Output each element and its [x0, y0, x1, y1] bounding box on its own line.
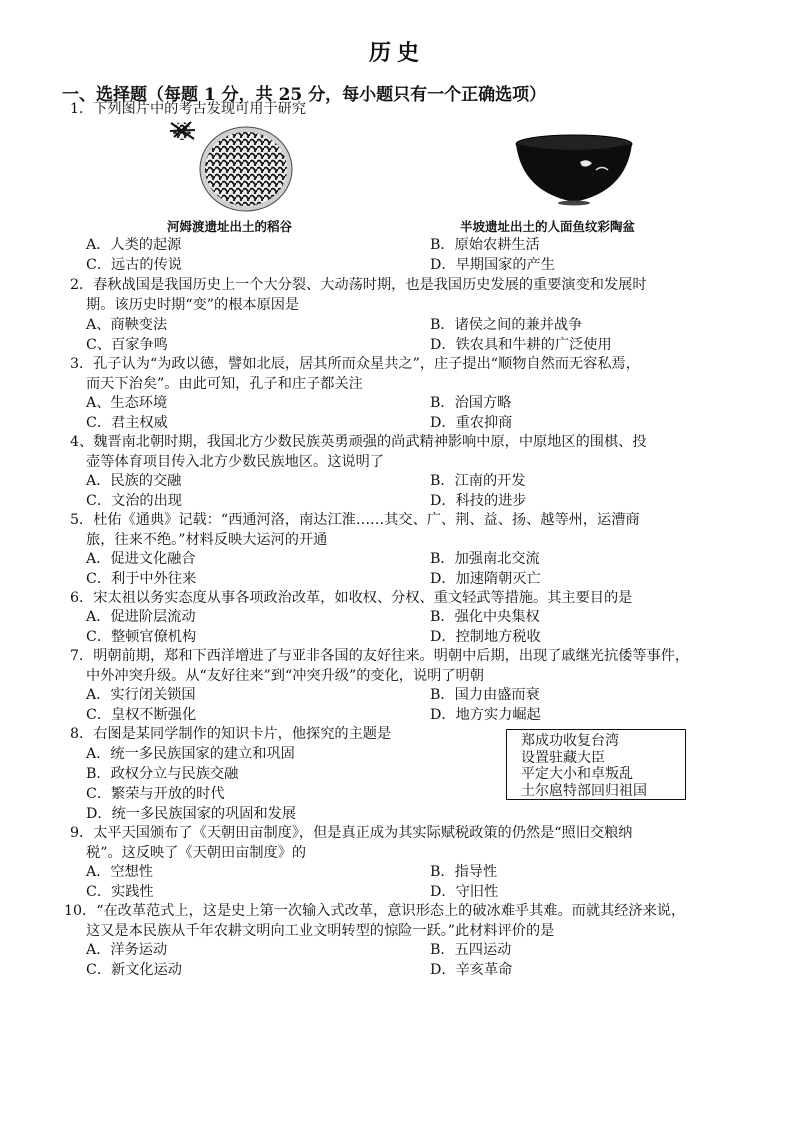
q3-option-d[interactable]: D．重农抑商: [430, 415, 513, 431]
small-rice-cluster: [170, 122, 195, 140]
q10-option-c[interactable]: C．新文化运动: [86, 962, 182, 978]
q7-option-b[interactable]: B．国力由盛而衰: [430, 687, 540, 703]
caption-rice: 河姆渡遗址出土的稻谷: [167, 219, 293, 234]
q10-stem-cont: 这又是本民族从千年农耕文明向工业文明转型的惊险一跃。”此材料评价的是: [86, 923, 555, 939]
q3-stem-cont: 而天下治矣”。由此可知，孔子和庄子都关注: [86, 376, 363, 392]
q4-option-d[interactable]: D．科技的进步: [430, 493, 527, 509]
basin-body: [516, 144, 632, 202]
q4-option-b[interactable]: B．江南的开发: [430, 473, 526, 489]
q8-option-b[interactable]: B．政权分立与民族交融: [86, 766, 239, 782]
q9-stem: 9．太平天国颁布了《天朝田亩制度》，但是真正成为其实际赋税政策的仍然是“照旧交粮纳: [70, 825, 633, 841]
q1-stem: 1．下列图片中的考古发现可用于研究: [70, 101, 307, 117]
q2-option-c[interactable]: C、百家争鸣: [86, 337, 168, 353]
q3-option-a[interactable]: A、生态环境: [86, 395, 168, 411]
q10-option-b[interactable]: B．五四运动: [430, 942, 512, 958]
knowledge-card-line: 土尔扈特部回归祖国: [521, 782, 647, 799]
page-title: 历史: [368, 40, 425, 66]
q4-option-a[interactable]: A．民族的交融: [86, 473, 182, 489]
q7-option-c[interactable]: C．皇权不断强化: [86, 707, 197, 723]
rice-grain-dish: [205, 132, 287, 206]
q6-option-a[interactable]: A．促进阶层流动: [86, 609, 196, 625]
q3-stem: 3．孔子认为“为政以德，譬如北辰，居其所而众星共之”，庄子提出“顺物自然而无容私焉，: [70, 356, 640, 372]
section-heading: 一、选择题（每题 1 分，共 25 分，每小题只有一个正确选项）: [62, 85, 547, 105]
q3-option-b[interactable]: B．治国方略: [430, 395, 512, 411]
q5-option-c[interactable]: C．利于中外往来: [86, 571, 197, 587]
q4-stem: 4、魏晋南北朝时期，我国北方少数民族英勇顽强的尚武精神影响中原，中原地区的围棋、投: [70, 434, 647, 450]
q5-stem: 5．杜佑《通典》记载：“西通河洛，南达江淮……其交、广、荆、益、扬、越等州，运漕商: [70, 512, 640, 528]
knowledge-card-line: 设置驻藏大臣: [521, 749, 605, 766]
knowledge-card-line: 平定大小和卓叛乱: [521, 766, 633, 782]
q4-option-c[interactable]: C．文治的出现: [86, 493, 182, 509]
q4-stem-cont: 壶等体育项目传入北方少数民族地区。这说明了: [86, 454, 384, 470]
q7-stem: 7．明朝前期，郑和下西洋增进了与亚非各国的友好往来。明朝中后期，出现了戚继光抗倭等事件，: [70, 648, 690, 664]
q9-stem-cont: 税”。这反映了《天朝田亩制度》的: [86, 845, 307, 861]
q8-option-a[interactable]: A．统一多民族国家的建立和巩固: [86, 746, 295, 762]
q1-option-b[interactable]: B．原始农耕生活: [430, 237, 540, 253]
q5-option-d[interactable]: D．加速隋朝灭亡: [430, 571, 541, 587]
q2-stem: 2．春秋战国是我国历史上一个大分裂、大动荡时期，也是我国历史发展的重要演变和发展时: [70, 277, 647, 293]
q9-option-d[interactable]: D．守旧性: [430, 884, 499, 900]
q7-option-a[interactable]: A．实行闭关锁国: [86, 687, 196, 703]
q9-option-b[interactable]: B．指导性: [430, 864, 498, 880]
q6-stem: 6．宋太祖以务实态度从事各项政治改革，如收权、分权、重文轻武等措施。其主要目的是: [70, 590, 633, 606]
q10-option-a[interactable]: A．洋务运动: [86, 942, 168, 958]
q1-option-a[interactable]: A．人类的起源: [86, 237, 182, 253]
q5-option-b[interactable]: B．加强南北交流: [430, 551, 540, 567]
q8-option-c[interactable]: C．繁荣与开放的时代: [86, 786, 225, 802]
q1-option-d[interactable]: D．早期国家的产生: [430, 257, 555, 273]
q7-option-d[interactable]: D．地方实力崛起: [430, 707, 541, 723]
q10-stem: 10．“在改革范式上，这是史上第一次输入式改革，意识形态上的破冰难乎其难。而就其经济来说，: [64, 903, 686, 919]
q5-option-a[interactable]: A．促进文化融合: [86, 551, 196, 567]
rice-grains-image: [166, 117, 296, 213]
q6-option-c[interactable]: C．整顿官僚机构: [86, 629, 197, 645]
q5-stem-cont: 旅，往来不绝。”材料反映大运河的开通: [86, 532, 328, 548]
q3-option-c[interactable]: C．君主权威: [86, 415, 168, 431]
q6-option-d[interactable]: D．控制地方税收: [430, 629, 541, 645]
q8-option-d[interactable]: D．统一多民族国家的巩固和发展: [86, 806, 297, 822]
q2-option-a[interactable]: A、商鞅变法: [86, 317, 168, 333]
caption-basin: 半坡遗址出土的人面鱼纹彩陶盆: [460, 219, 636, 234]
q9-option-c[interactable]: C．实践性: [86, 884, 154, 900]
q10-option-d[interactable]: D．辛亥革命: [430, 962, 513, 978]
pottery-basin-image: [514, 134, 634, 206]
q2-option-b[interactable]: B．诸侯之间的兼并战争: [430, 317, 583, 333]
q1-option-c[interactable]: C．远古的传说: [86, 257, 182, 273]
q7-stem-cont: 中外冲突升级。从“友好往来”到“冲突升级”的变化，说明了明朝: [86, 668, 484, 684]
q8-stem: 8．右图是某同学制作的知识卡片，他探究的主题是: [70, 726, 392, 742]
q2-option-d[interactable]: D．铁农具和牛耕的广泛使用: [430, 337, 612, 353]
knowledge-card-line: 郑成功收复台湾: [521, 733, 619, 749]
q6-option-b[interactable]: B．强化中央集权: [430, 609, 540, 625]
q2-stem-cont: 期。该历史时期“变”的根本原因是: [86, 297, 300, 313]
knowledge-card: [506, 729, 686, 800]
q9-option-a[interactable]: A．空想性: [86, 864, 153, 880]
